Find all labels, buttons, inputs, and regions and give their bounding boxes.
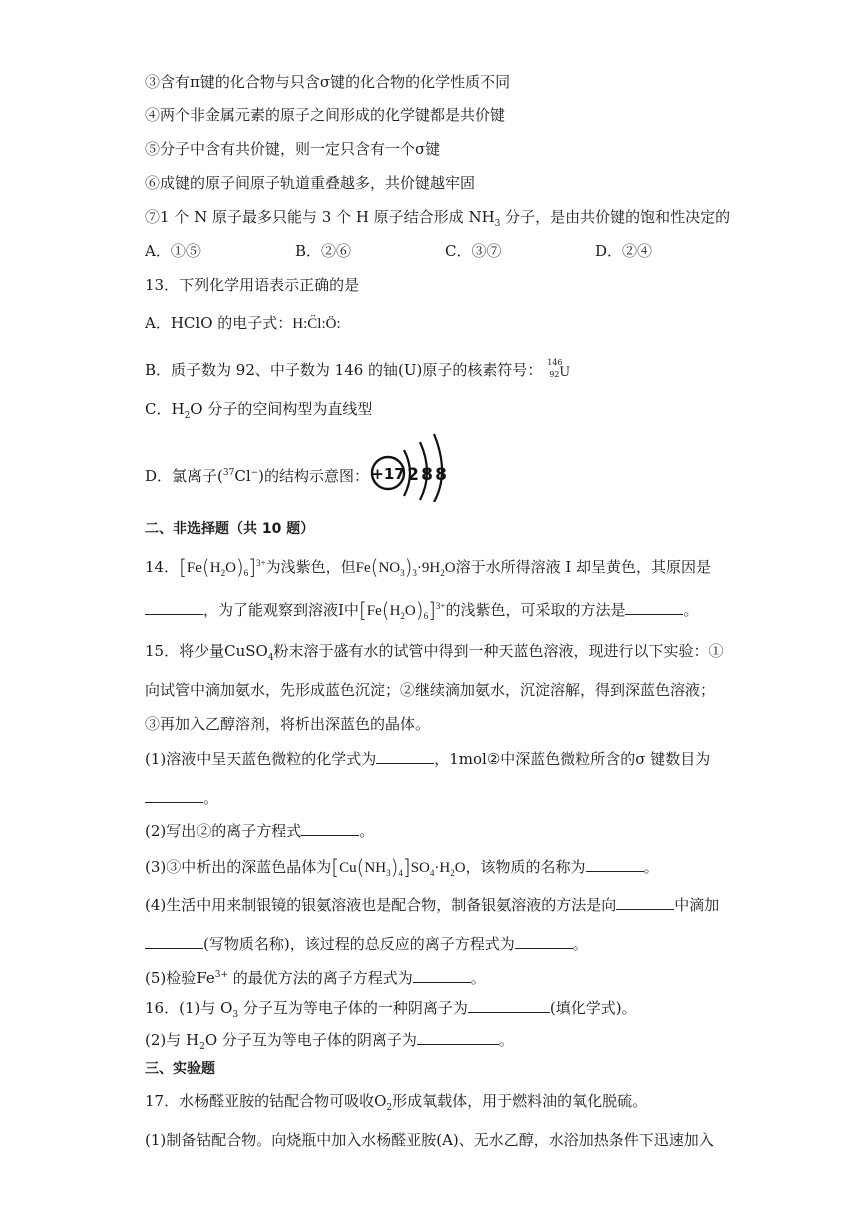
q13-option-c: C．$H_2O$ 分子的空间构型为直线型 [145,400,373,421]
q15-part-2: (2)写出②的离子方程式 。 [145,822,375,840]
q16-1-blank[interactable] [468,998,550,1013]
q14-blank-1[interactable] [145,600,203,615]
q13-option-b: B．质子数为 92、中子数为 146 的铀(U)原子的核素符号： 146 92 U [145,358,571,380]
hclo-electron-formula: H:C̈l:Ö: [292,316,341,332]
q15-4-blank-1[interactable] [616,895,674,910]
statement-6: ⑥成键的原子间原子轨道重叠越多，共价键越牢固 [145,174,476,192]
q15-4-blank-3[interactable] [515,934,573,949]
shell-1-electrons: 2 [407,465,419,485]
fe-nitrate-formula: $Fe(NO_3)_3\cdot 9H_2O$ [355,555,456,579]
statement-7: ⑦1 个 N 原子最多只能与 3 个 H 原子结合形成 $NH_3$ 分子，是由共价键的饱和性决定的 [145,208,731,229]
q14-blank-2[interactable] [625,600,683,615]
q15-line-1: 15．将少量CuSO$_4$粉末溶于盛有水的试管中得到一种天蓝色溶液，现进行以下实验：① [145,642,724,663]
q17-line-2: (1)制备钴配合物。向烧瓶中加入水杨醛亚胺(A)、无水乙醇，水浴加热条件下迅速加入 [145,1131,714,1149]
q14-line-1: 14．$[Fe(H_2O)_6]^{3+}$为浅紫色，但$Fe(NO_3)_3\cdot 9H_2O$溶于水所得溶液 I 却呈黄色，其原因是 [145,555,712,579]
q17-line-1: 17．水杨醛亚胺的钴配合物可吸收$O_2$形成氧载体，用于燃料油的氧化脱硫。 [145,1092,648,1113]
q15-4-blank-2[interactable] [145,934,203,949]
q12-options [145,240,745,262]
statement-4: ④两个非金属元素的原子之间形成的化学键都是共价键 [145,106,506,124]
q12-option-d: D．②④ [595,242,653,260]
q16-part-2: (2)与 $H_2O$ 分子互为等电子体的阴离子为 。 [145,1031,514,1052]
q15-part-3: (3)③中析出的深蓝色晶体为$[Cu(NH_3)_4]SO_4\cdot H_2O$，该物质的名称为 。 [145,855,659,879]
shell-3-electrons: 8 [435,465,447,485]
section-3-heading: 三、实验题 [145,1061,215,1077]
statement-3: ③含有π键的化合物与只含σ键的化合物的化学性质不同 [145,73,511,91]
q13-option-a: A．HClO 的电子式：H:C̈l:Ö: [145,314,341,332]
q15-part-4-cont: (写物质名称)，该过程的总反应的离子方程式为 。 [145,933,588,955]
q16-part-1: 16．(1)与 $O_3$ 分子互为等电子体的一种阴离子为 (填化学式)。 [145,999,637,1020]
q15-5-blank[interactable] [413,968,471,983]
q15-3-blank[interactable] [586,857,644,872]
q15-2-blank[interactable] [301,821,359,836]
fe-aqua-complex-formula-2: $[Fe(H_2O)_6]^{3+}$ [358,598,446,622]
q13-option-d: D．氯离子($^{37}$Cl−)的结构示意图： [145,467,370,485]
q15-line-2: 向试管中滴加氨水，先形成蓝色沉淀；②继续滴加氨水，沉淀溶解，得到深蓝色溶液； [145,681,716,699]
shell-2-electrons: 8 [421,465,433,485]
q13-title: 13．下列化学用语表示正确的是 [145,276,360,294]
q14-line-2: ，为了能观察到溶液I中$[Fe(H_2O)_6]^{3+}$的浅紫色，可采取的方法是 。 [145,595,698,627]
section-2-heading: 二、非选择题（共 10 题） [145,521,315,537]
nucleus-charge: +17 [371,465,405,483]
q15-part-1: (1)溶液中呈天蓝色微粒的化学式为 ，1mol②中深蓝色微粒所含的σ 键数目为 [145,750,711,768]
copper-ammine-sulfate-formula: $[Cu(NH_3)_4]SO_4\cdot H_2O$ [331,855,466,879]
fe-aqua-complex-formula: $[Fe(H_2O)_6]^{3+}$ [179,555,266,579]
q16-2-blank[interactable] [417,1030,499,1045]
chloride-ion-structure-diagram [368,430,456,502]
q15-part-4: (4)生活中用来制银镜的银氨溶液也是配合物，制备银氨溶液的方法是向 中滴加 [145,896,720,914]
q15-1-blank-2[interactable] [145,788,203,803]
q15-part-1-cont: 。 [145,787,218,809]
q12-option-c: C．③⑦ [445,242,502,260]
q12-option-a: A．①⑤ [145,242,201,260]
q12-option-b: B．②⑥ [295,242,352,260]
q15-line-3: ③再加入乙醇溶剂，将析出深蓝色的晶体。 [145,715,431,733]
q15-1-blank-1[interactable] [376,749,434,764]
uranium-nuclide-symbol: 146 92 U [547,358,571,380]
q15-part-5: (5)检验$Fe^{3+}$ 的最优方法的离子方程式为 。 [145,969,486,987]
statement-5: ⑤分子中含有共价键，则一定只含有一个σ键 [145,140,441,158]
